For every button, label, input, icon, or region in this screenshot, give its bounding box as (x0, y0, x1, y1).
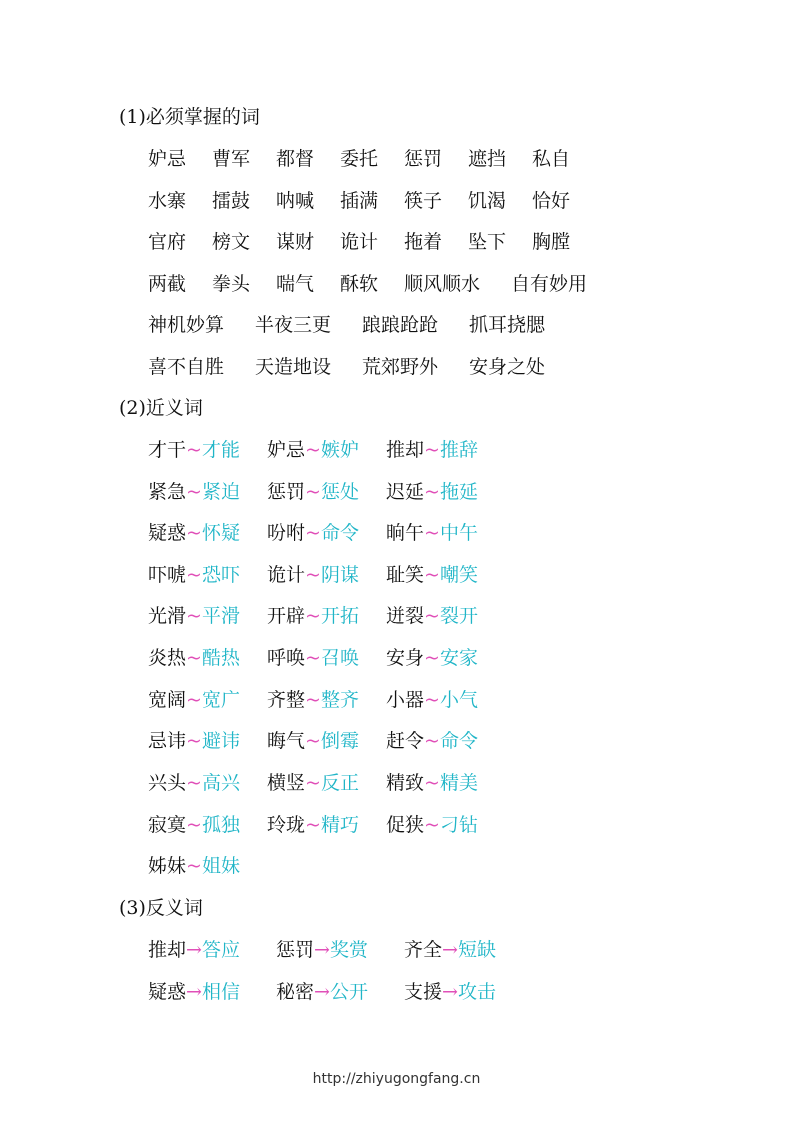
word-pair (148, 813, 240, 837)
base-word: 小器 (386, 689, 425, 711)
word-pair (148, 729, 240, 753)
base-word: 推却 (386, 439, 425, 461)
tilde-separator: ~ (186, 814, 202, 836)
antonym-word: 奖赏 (329, 939, 368, 961)
base-word: 吩咐 (267, 522, 306, 544)
word-pair (267, 480, 359, 504)
vocab-word: 安身之处 (469, 356, 546, 378)
base-word: 炎热 (148, 647, 187, 669)
section-antonyms-title: (3)反义词 (119, 897, 203, 919)
vocab-word: 拖着 (404, 231, 443, 253)
base-word: 妒忌 (267, 439, 306, 461)
tilde-separator: ~ (424, 689, 440, 711)
base-word: 齐整 (267, 689, 306, 711)
antonym-word: 相信 (201, 981, 240, 1003)
word-pair (148, 563, 240, 587)
word-pair (386, 646, 478, 670)
synonym-word: 孤独 (201, 814, 240, 836)
word-pair (267, 563, 359, 587)
word-pair (267, 813, 359, 837)
vocab-word: 惩罚 (404, 148, 443, 170)
vocab-word: 谋财 (276, 231, 315, 253)
word-pair (267, 771, 359, 795)
word-pair (267, 438, 359, 462)
base-word: 忌讳 (148, 730, 187, 752)
word-pair (148, 521, 240, 545)
word-pair (148, 771, 240, 795)
word-pair (267, 646, 359, 670)
base-word: 吓唬 (148, 564, 187, 586)
vocab-word: 顺风顺水 (404, 273, 481, 295)
synonym-word: 宽广 (201, 689, 240, 711)
synonym-word: 紧迫 (201, 481, 240, 503)
tilde-separator: ~ (305, 481, 321, 503)
synonym-word: 姐妹 (201, 855, 240, 877)
tilde-separator: ~ (424, 772, 440, 794)
tilde-separator: ~ (305, 605, 321, 627)
tilde-separator: ~ (186, 522, 202, 544)
tilde-separator: ~ (186, 647, 202, 669)
vocab-word: 神机妙算 (148, 314, 225, 336)
tilde-separator: ~ (424, 730, 440, 752)
word-pair (276, 980, 368, 1004)
vocab-word: 天造地设 (255, 356, 332, 378)
word-pair (404, 980, 496, 1004)
base-word: 惩罚 (276, 939, 315, 961)
vocab-word: 诡计 (340, 231, 379, 253)
vocab-word: 拳头 (212, 273, 251, 295)
word-pair (276, 938, 368, 962)
base-word: 推却 (148, 939, 187, 961)
synonym-word: 怀疑 (201, 522, 240, 544)
word-pair (267, 604, 359, 628)
tilde-separator: ~ (186, 481, 202, 503)
tilde-separator: ~ (186, 772, 202, 794)
synonym-word: 平滑 (201, 605, 240, 627)
word-pair (386, 729, 478, 753)
base-word: 赶令 (386, 730, 425, 752)
synonym-word: 整齐 (320, 689, 359, 711)
tilde-separator: ~ (305, 439, 321, 461)
vocab-word: 抓耳挠腮 (469, 314, 546, 336)
tilde-separator: ~ (305, 689, 321, 711)
antonym-word: 攻击 (457, 981, 496, 1003)
tilde-separator: ~ (424, 564, 440, 586)
word-pair (386, 563, 478, 587)
word-pair (148, 480, 240, 504)
arrow-separator: → (314, 981, 330, 1003)
word-pair (148, 646, 240, 670)
synonym-word: 惩处 (320, 481, 359, 503)
synonym-word: 拖延 (439, 481, 478, 503)
base-word: 晦气 (267, 730, 306, 752)
synonym-word: 中午 (439, 522, 478, 544)
tilde-separator: ~ (305, 814, 321, 836)
vocab-word: 喘气 (276, 273, 315, 295)
vocab-word: 自有妙用 (511, 273, 588, 295)
tilde-separator: ~ (424, 439, 440, 461)
tilde-separator: ~ (424, 647, 440, 669)
vocab-word: 都督 (276, 148, 315, 170)
synonym-word: 高兴 (201, 772, 240, 794)
tilde-separator: ~ (305, 564, 321, 586)
base-word: 宽阔 (148, 689, 187, 711)
tilde-separator: ~ (305, 522, 321, 544)
tilde-separator: ~ (186, 730, 202, 752)
synonym-word: 酷热 (201, 647, 240, 669)
synonym-word: 嘲笑 (439, 564, 478, 586)
vocab-word: 榜文 (212, 231, 251, 253)
synonym-word: 恐吓 (201, 564, 240, 586)
synonym-word: 开拓 (320, 605, 359, 627)
base-word: 玲珑 (267, 814, 306, 836)
vocab-word: 半夜三更 (255, 314, 332, 336)
vocab-word: 坠下 (468, 231, 507, 253)
synonym-word: 精美 (439, 772, 478, 794)
base-word: 惩罚 (267, 481, 306, 503)
synonym-word: 阴谋 (320, 564, 359, 586)
vocab-word: 插满 (340, 190, 379, 212)
footer-url: http://zhiyugongfang.cn (312, 1071, 481, 1087)
vocab-word: 两截 (148, 273, 187, 295)
word-pair (267, 729, 359, 753)
word-pair (386, 813, 478, 837)
arrow-separator: → (186, 939, 202, 961)
word-pair (148, 938, 240, 962)
base-word: 诡计 (267, 564, 306, 586)
base-word: 疑惑 (148, 981, 187, 1003)
base-word: 才干 (148, 439, 187, 461)
tilde-separator: ~ (424, 481, 440, 503)
base-word: 横竖 (267, 772, 306, 794)
word-pair (267, 688, 359, 712)
antonym-word: 答应 (201, 939, 240, 961)
vocab-word: 荒郊野外 (362, 356, 439, 378)
synonym-word: 倒霉 (320, 730, 359, 752)
base-word: 齐全 (404, 939, 443, 961)
antonym-word: 公开 (329, 981, 368, 1003)
base-word: 迟延 (386, 481, 425, 503)
word-pair (386, 771, 478, 795)
word-pair (386, 604, 478, 628)
tilde-separator: ~ (186, 855, 202, 877)
synonym-word: 才能 (201, 439, 240, 461)
tilde-separator: ~ (305, 730, 321, 752)
base-word: 秘密 (276, 981, 315, 1003)
word-pair (148, 688, 240, 712)
tilde-separator: ~ (186, 689, 202, 711)
base-word: 疑惑 (148, 522, 187, 544)
synonym-word: 刁钻 (439, 814, 478, 836)
word-pair (386, 480, 478, 504)
vocab-word: 委托 (340, 148, 379, 170)
base-word: 紧急 (148, 481, 187, 503)
tilde-separator: ~ (305, 647, 321, 669)
base-word: 光滑 (148, 605, 187, 627)
section-synonyms-title: (2)近义词 (119, 397, 203, 419)
arrow-separator: → (186, 981, 202, 1003)
vocab-word: 曹军 (212, 148, 251, 170)
vocab-word: 酥软 (340, 273, 379, 295)
synonym-word: 召唤 (320, 647, 359, 669)
synonym-word: 推辞 (439, 439, 478, 461)
vocab-word: 妒忌 (148, 148, 187, 170)
base-word: 安身 (386, 647, 425, 669)
vocab-word: 官府 (148, 231, 187, 253)
vocab-word: 遮挡 (468, 148, 507, 170)
word-pair (148, 854, 240, 878)
synonym-word: 精巧 (320, 814, 359, 836)
vocab-word: 踉踉跄跄 (362, 314, 439, 336)
synonym-word: 避讳 (201, 730, 240, 752)
tilde-separator: ~ (424, 605, 440, 627)
base-word: 促狭 (386, 814, 425, 836)
tilde-separator: ~ (305, 772, 321, 794)
tilde-separator: ~ (186, 564, 202, 586)
word-pair (148, 980, 240, 1004)
word-pair (386, 521, 478, 545)
word-pair (404, 938, 496, 962)
vocab-word: 水寨 (148, 190, 187, 212)
synonym-word: 小气 (439, 689, 478, 711)
word-pair (148, 604, 240, 628)
vocab-word: 饥渴 (468, 190, 507, 212)
word-pair (148, 438, 240, 462)
base-word: 迸裂 (386, 605, 425, 627)
vocab-word: 私自 (532, 148, 571, 170)
vocab-word: 胸膛 (532, 231, 571, 253)
antonym-word: 短缺 (457, 939, 496, 961)
synonym-word: 嫉妒 (320, 439, 359, 461)
vocab-word: 擂鼓 (212, 190, 251, 212)
word-pair (267, 521, 359, 545)
vocab-word: 呐喊 (276, 190, 315, 212)
synonym-word: 安家 (439, 647, 478, 669)
synonym-word: 裂开 (439, 605, 478, 627)
arrow-separator: → (314, 939, 330, 961)
tilde-separator: ~ (186, 605, 202, 627)
base-word: 耻笑 (386, 564, 425, 586)
synonym-word: 命令 (320, 522, 359, 544)
vocab-word: 恰好 (532, 190, 571, 212)
base-word: 精致 (386, 772, 425, 794)
arrow-separator: → (442, 981, 458, 1003)
word-pair (386, 438, 478, 462)
base-word: 姊妹 (148, 855, 187, 877)
word-pair (386, 688, 478, 712)
base-word: 晌午 (386, 522, 425, 544)
base-word: 兴头 (148, 772, 187, 794)
vocab-word: 喜不自胜 (148, 356, 225, 378)
base-word: 支援 (404, 981, 443, 1003)
base-word: 开辟 (267, 605, 306, 627)
section-must-master-title: (1)必须掌握的词 (119, 106, 260, 128)
tilde-separator: ~ (424, 522, 440, 544)
synonym-word: 反正 (320, 772, 359, 794)
synonym-word: 命令 (439, 730, 478, 752)
base-word: 呼唤 (267, 647, 306, 669)
vocab-word: 筷子 (404, 190, 443, 212)
tilde-separator: ~ (424, 814, 440, 836)
arrow-separator: → (442, 939, 458, 961)
tilde-separator: ~ (186, 439, 202, 461)
base-word: 寂寞 (148, 814, 187, 836)
